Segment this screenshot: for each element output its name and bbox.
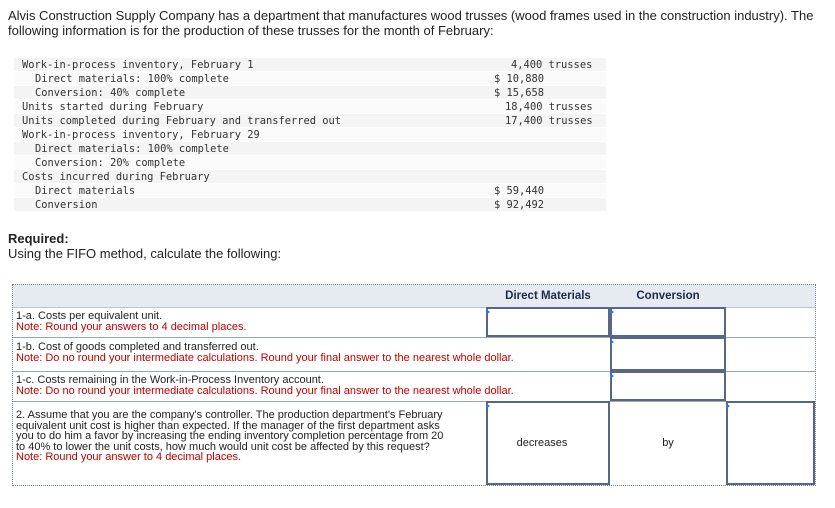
info-label: Direct materials: 100% complete <box>35 73 229 85</box>
info-row <box>14 128 606 142</box>
info-label: Conversion: 40% complete <box>35 87 186 99</box>
info-label: Direct materials <box>35 185 136 197</box>
q1a-direct-materials-input[interactable] <box>486 307 610 337</box>
question-1c-text: 1-c. Costs remaining in the Work-in-Process Inventory account. <box>16 374 324 386</box>
q2-by-word: by <box>662 437 674 449</box>
header-conversion: Conversion <box>636 290 700 302</box>
info-label: Units started during February <box>22 101 204 113</box>
info-row <box>14 184 606 198</box>
info-row <box>14 142 606 156</box>
question-1a-note: Note: Round your answers to 4 decimal places. <box>16 321 247 333</box>
info-row <box>14 100 606 114</box>
question-2-line: you to do him a favor by increasing the ending inventory completion percentage from 20 <box>16 430 444 443</box>
info-value: 4,400 trusses <box>511 59 593 71</box>
question-2-line: to 40% to lower the unit costs, how much would unit cost be affected by this request? <box>16 440 430 453</box>
info-row <box>14 86 606 100</box>
question-1a <box>16 311 247 333</box>
info-value: $ 59,440 <box>494 185 545 197</box>
q1b-answer-field[interactable] <box>612 339 724 369</box>
question-1c <box>16 375 514 397</box>
required-text: Using the FIFO method, calculate the following: <box>8 246 282 261</box>
header-direct-materials: Direct Materials <box>505 290 591 302</box>
info-label: Units completed during February and transferred out <box>22 115 342 127</box>
q2-direction-word: decreases <box>516 437 568 449</box>
info-row <box>14 114 606 128</box>
info-row <box>14 170 606 184</box>
info-value: $ 10,880 <box>494 73 545 85</box>
q2-answer-field[interactable] <box>728 403 813 483</box>
info-row <box>14 58 606 72</box>
question-1a-text: 1-a. Costs per equivalent unit. <box>16 310 163 322</box>
question-2 <box>16 410 478 463</box>
q1c-answer-field[interactable] <box>612 373 724 399</box>
q2-answer-input[interactable] <box>726 401 815 485</box>
question-1b-text: 1-b. Cost of goods completed and transferred out. <box>16 341 259 353</box>
input-marker-icon <box>610 309 614 315</box>
input-marker-icon <box>726 403 730 409</box>
q1b-answer-input[interactable] <box>610 337 726 371</box>
q1a-conversion-field[interactable] <box>612 309 724 335</box>
input-marker-icon <box>486 403 490 409</box>
input-marker-icon <box>610 373 614 379</box>
info-label: Conversion: 20% complete <box>35 157 186 169</box>
info-label: Costs incurred during February <box>22 171 210 183</box>
question-2-note: Note: Round your answer to 4 decimal places. <box>16 451 242 464</box>
input-marker-icon <box>486 309 490 315</box>
info-value: $ 92,492 <box>494 199 545 211</box>
info-value: $ 15,658 <box>494 87 545 99</box>
info-row <box>14 72 606 86</box>
required-heading: Required: <box>8 231 69 246</box>
info-label: Work-in-process inventory, February 29 <box>22 129 260 141</box>
info-row <box>14 198 606 212</box>
table-header <box>13 285 815 308</box>
row-divider <box>13 401 815 402</box>
question-1b-note: Note: Do no round your intermediate calculations. Round your final answer to the nearest whole dollar. <box>16 352 514 364</box>
q1a-direct-materials-field[interactable] <box>488 309 608 335</box>
question-1c-note: Note: Do no round your intermediate calculations. Round your final answer to the nearest whole dollar. <box>16 385 514 397</box>
info-value: 17,400 trusses <box>505 115 593 127</box>
info-label: Work-in-process inventory, February 1 <box>22 59 254 71</box>
question-1b <box>16 342 514 364</box>
input-marker-icon <box>610 339 614 345</box>
info-value: 18,400 trusses <box>505 101 593 113</box>
q1a-conversion-input[interactable] <box>610 307 726 337</box>
answer-table <box>12 284 816 486</box>
info-label: Direct materials: 100% complete <box>35 143 229 155</box>
info-label: Conversion <box>35 199 98 211</box>
problem-intro: Alvis Construction Supply Company has a department that manufactures wood trusses (wood frames used in the construction industry). The following information is for the production of these trusses for the month of February: <box>8 8 814 38</box>
info-row <box>14 156 606 170</box>
question-2-line: 2. Assume that you are the company's controller. The production department's February <box>16 409 443 421</box>
q1c-answer-input[interactable] <box>610 371 726 401</box>
question-2-line: equivalent unit cost is higher than expected. If the manager of the first department asks <box>16 419 440 432</box>
production-info-table <box>14 58 606 212</box>
